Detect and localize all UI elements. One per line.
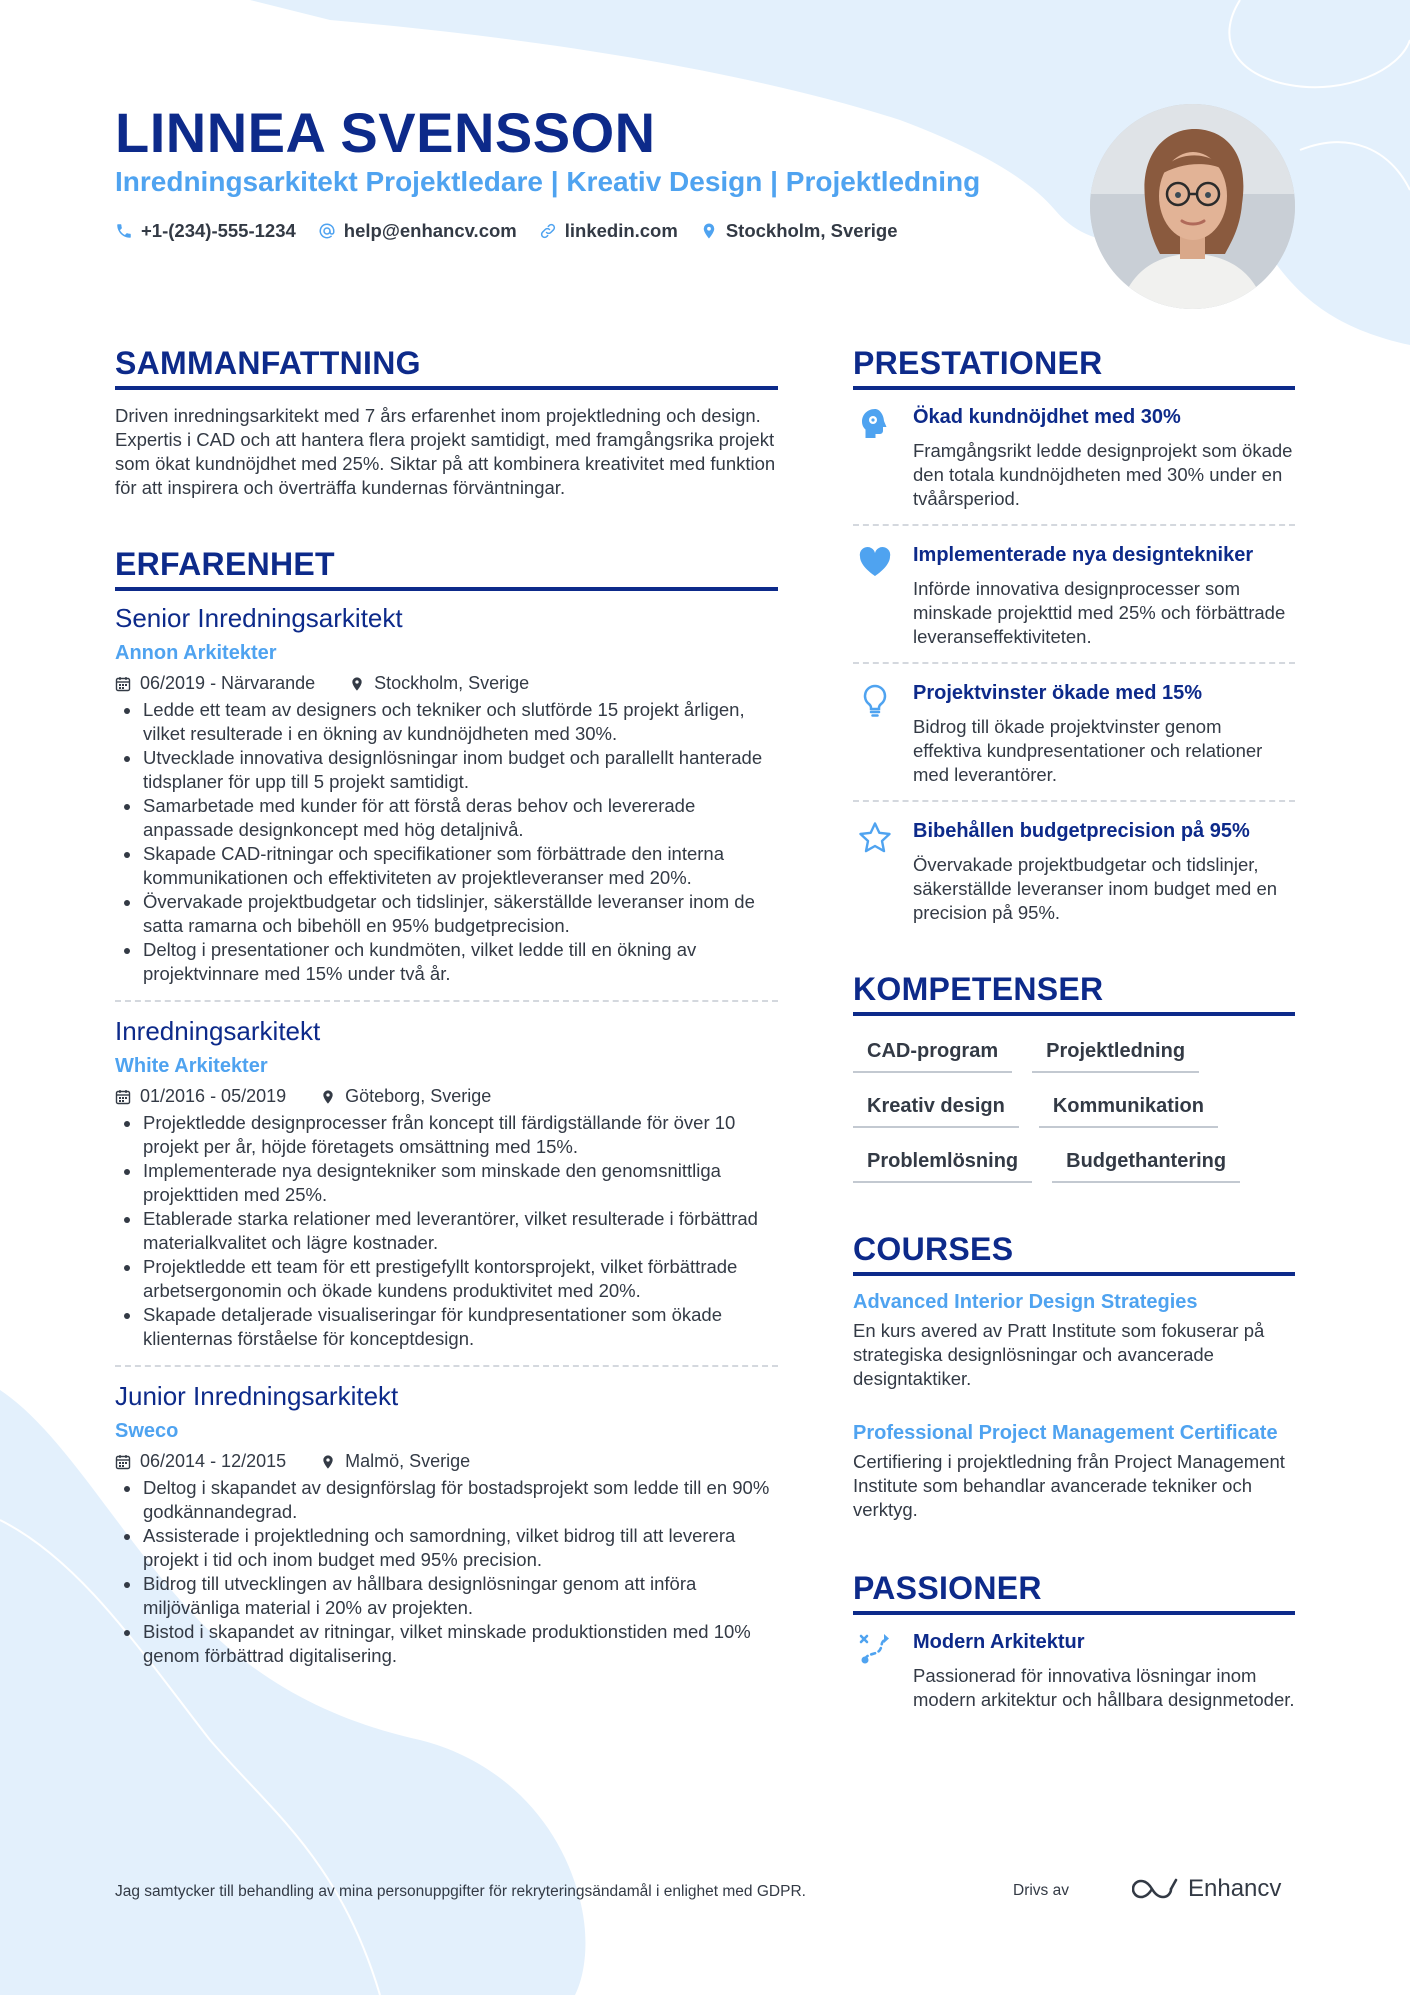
location-icon [700,222,718,240]
profile-photo [1090,104,1295,309]
calendar-icon [115,1089,131,1105]
job-dates: 06/2014 - 12/2015 [115,1451,286,1472]
job-bullets [115,698,778,986]
contact-email[interactable] [318,220,517,242]
job-bullet: Övervakade projektbudgetar och tidslinjer, säkerställde leveranser inom de satta ramarna och bibehöll en 95% budgetprecision. [115,890,778,938]
contact-phone-text: +1-(234)-555-1234 [141,220,296,241]
summary-text: Driven inredningsarkitekt med 7 års erfarenhet inom projektledning och design. Expertis i CAD och att hantera flera projekt samtidigt, med framgångsrika projekt som ökat kundnöjdhet med 25%. Siktar på att kombinera kreativitet med funktion för att inspirera och överträffa kundernas förväntningar. [115,405,776,498]
phone-icon [115,222,133,240]
achievement-item [853,680,1295,787]
achievement-title: Projektvinster ökade med 15% [913,682,1203,704]
contact-email-text: help@enhancv.com [343,220,517,241]
achievements-title: PRESTATIONER [853,345,1295,390]
heart-icon [857,544,893,580]
job-company: White Arkitekter [115,1055,268,1077]
job-bullet: Samarbetade med kunder för att förstå deras behov och levererade anpassade designkoncept med hög detaljnivå. [115,794,778,842]
head-icon [857,406,893,442]
contact-linkedin[interactable] [539,220,678,242]
passion-item [853,1629,1295,1712]
job-bullet: Bidrog till utvecklingen av hållbara designlösningar genom att införa miljövänliga material i 20% av projekten. [115,1572,778,1620]
passions-section [853,1570,1295,1712]
job-bullet: Skapade CAD-ritningar och specifikationer som förbättrade den interna kommunikationen och effektiviteten av projektleveranser med 20%. [115,842,778,890]
course-item [853,1421,1295,1522]
gdpr-consent: Jag samtycker till behandling av mina personuppgifter för rekryteringsändamål i enlighet med GDPR. [115,1883,806,1900]
job-meta [115,1086,778,1107]
passions-title: PASSIONER [853,1570,1295,1615]
achievement-divider [853,524,1295,526]
contact-phone[interactable] [115,220,296,242]
summary-title: SAMMANFATTNING [115,345,778,390]
achievement-desc: Införde innovativa designprocesser som minskade projekttid med 25% och förbättrade leveranseffektiviteten. [913,578,1286,647]
job-title: Senior Inredningsarkitekt [115,603,403,633]
job-divider [115,1000,778,1002]
achievement-desc: Framgångsrikt ledde designprojekt som ökade den totala kundnöjdheten med 30% under en tvåårsperiod. [913,440,1293,509]
achievement-divider [853,800,1295,802]
candidate-name: LINNEA SVENSSON [115,101,656,164]
course-item [853,1290,1295,1391]
job-entry [115,1016,778,1351]
passion-desc: Passionerad för innovativa lösningar inom modern arkitektur och hållbara designmetoder. [913,1665,1295,1710]
experience-title: ERFARENHET [115,546,778,591]
candidate-headline: Inredningsarkitekt Projektledare | Kreativ Design | Projektledning [115,166,981,197]
job-location: Stockholm, Sverige [349,673,529,694]
job-dates: 06/2019 - Närvarande [115,673,315,694]
lightbulb-icon [857,682,893,718]
job-entry [115,1381,778,1668]
enhancv-brand-text: Enhancv [1188,1875,1282,1902]
job-bullet: Deltog i presentationer och kundmöten, vilket ledde till en ökning av projektvinnare med 15% under två år. [115,938,778,986]
job-bullet: Bistod i skapandet av ritningar, vilket minskade produktionstiden med 10% genom förbättrad digitalisering. [115,1620,778,1668]
powered-by: Drivs av [1013,1882,1069,1899]
right-column [853,345,1295,1712]
route-icon [857,1631,893,1667]
location-icon [349,676,365,692]
job-entry [115,603,778,986]
job-dates: 01/2016 - 05/2019 [115,1086,286,1107]
contact-linkedin-text: linkedin.com [564,220,678,241]
course-title: Advanced Interior Design Strategies [853,1291,1198,1313]
skill-tag: CAD-program [853,1034,1012,1073]
link-icon [539,222,557,240]
job-meta [115,673,778,694]
job-bullet: Skapade detaljerade visualiseringar för kundpresentationer som ökade klienternas förståelse för konceptdesign. [115,1303,778,1351]
job-bullet: Utvecklade innovativa designlösningar inom budget och parallellt hanterade tidsplaner för upp till 5 projekt samtidigt. [115,746,778,794]
contact-bar [115,220,898,242]
passion-title: Modern Arkitektur [913,1631,1085,1653]
job-bullets [115,1111,778,1351]
experience-section [115,546,778,1668]
job-bullet: Assisterade i projektledning och samordning, vilket bidrog till att leverera projekt i tid och inom budget med 95% precision. [115,1524,778,1572]
course-desc: Certifiering i projektledning från Project Management Institute som behandlar avancerade tekniker och verktyg. [853,1451,1285,1520]
skills-section [853,971,1295,1183]
job-bullet: Projektledde ett team för ett prestigefyllt kontorsprojekt, vilket förbättrade arbetsergonomin och ökade kundens produktivitet med 20%. [115,1255,778,1303]
skill-tag: Projektledning [1032,1034,1199,1073]
star-icon [857,820,893,856]
course-title: Professional Project Management Certificate [853,1422,1278,1444]
courses-title: COURSES [853,1231,1295,1276]
calendar-icon [115,676,131,692]
skills-title: KOMPETENSER [853,971,1295,1016]
job-meta [115,1451,778,1472]
achievement-item [853,404,1295,511]
achievement-desc: Övervakade projektbudgetar och tidslinjer, säkerställde leveranser inom budget med en precision på 95%. [913,854,1278,923]
skill-tag: Kreativ design [853,1089,1019,1128]
achievement-title: Ökad kundnöjdhet med 30% [913,406,1181,428]
at-icon [318,222,336,240]
skill-tag: Problemlösning [853,1144,1032,1183]
achievement-item [853,542,1295,649]
achievements-section [853,345,1295,925]
job-bullet: Deltog i skapandet av designförslag för bostadsprojekt som ledde till en 90% godkännandegrad. [115,1476,778,1524]
job-title: Inredningsarkitekt [115,1016,321,1046]
job-bullet: Ledde ett team av designers och tekniker och slutförde 15 projekt årligen, vilket resulterade i en ökning av kundnöjdheten med 30%. [115,698,778,746]
job-bullet: Projektledde designprocesser från koncept till färdigställande för över 10 projekt per år, höjde företagets omsättning med 15%. [115,1111,778,1159]
job-location: Malmö, Sverige [320,1451,470,1472]
skill-tag: Kommunikation [1039,1089,1218,1128]
achievement-item [853,818,1295,925]
enhancv-logo-icon [1132,1876,1178,1902]
job-bullet: Etablerade starka relationer med leverantörer, vilket resulterade i förbättrad materialkvalitet och lägre kostnader. [115,1207,778,1255]
job-location: Göteborg, Sverige [320,1086,491,1107]
achievement-title: Implementerade nya designtekniker [913,544,1254,566]
contact-location-text: Stockholm, Sverige [725,220,898,241]
left-column [115,345,778,1668]
achievement-divider [853,662,1295,664]
achievement-desc: Bidrog till ökade projektvinster genom effektiva kundpresentationer och relationer med leverantörer. [913,716,1263,785]
job-company: Sweco [115,1420,179,1442]
contact-location [700,220,898,242]
skill-tag: Budgethantering [1052,1144,1240,1183]
location-icon [320,1454,336,1470]
location-icon [320,1089,336,1105]
job-bullet: Implementerade nya designtekniker som minskade den genomsnittliga projekttiden med 25%. [115,1159,778,1207]
courses-section [853,1231,1295,1522]
skills-list [853,1034,1295,1183]
job-bullets [115,1476,778,1668]
job-divider [115,1365,778,1367]
course-desc: En kurs avered av Pratt Institute som fokuserar på strategiska designlösningar och avancerade designtaktiker. [853,1320,1265,1389]
achievement-title: Bibehållen budgetprecision på 95% [913,820,1250,842]
calendar-icon [115,1454,131,1470]
summary-section [115,345,778,500]
job-title: Junior Inredningsarkitekt [115,1381,399,1411]
job-company: Annon Arkitekter [115,642,277,664]
enhancv-logo[interactable] [1132,1875,1281,1903]
